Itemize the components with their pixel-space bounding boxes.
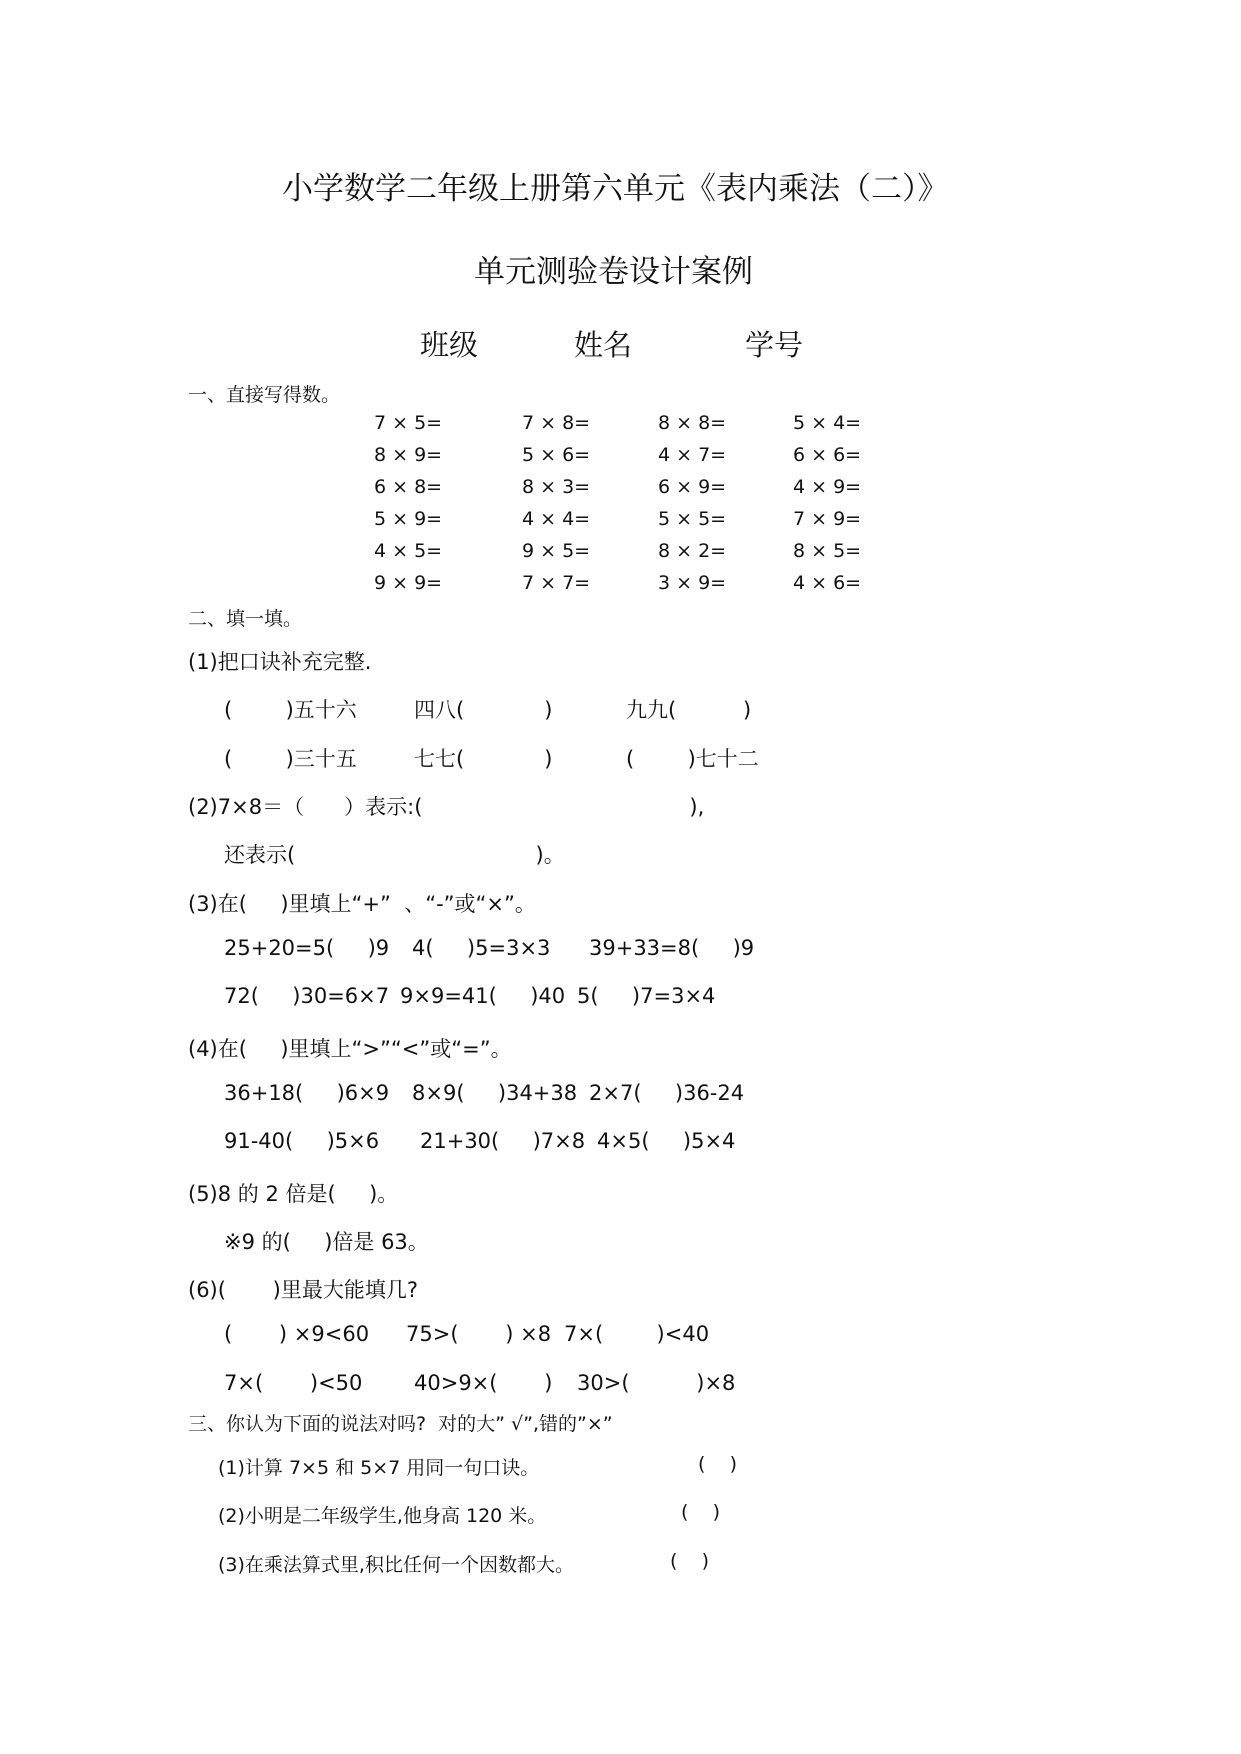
calc-item: 6 × 8= [374, 476, 443, 498]
calc-item: 7 × 9= [793, 508, 862, 530]
q3-prompt: (3)在( )里填上“+” 、“-”或“×”。 [188, 892, 536, 916]
calc-item: 5 × 9= [374, 508, 443, 530]
q4-item: 4×5( )5×4 [597, 1129, 736, 1153]
q6-item: 75>( ) ×8 [406, 1322, 552, 1346]
q1-item: 四八( ) [414, 698, 553, 722]
calc-item: 5 × 6= [522, 444, 591, 466]
judge-item: (2)小明是二年级学生,他身高 120 米。 [218, 1505, 547, 1527]
calc-item: 5 × 4= [793, 412, 862, 434]
student-number-label: 学号 [745, 328, 804, 362]
calc-item: 3 × 9= [658, 572, 727, 594]
q6-item: 30>( )×8 [577, 1371, 736, 1395]
q1-item: ( )七十二 [626, 747, 759, 771]
q4-item: 8×9( )34+38 [412, 1081, 578, 1105]
q4-item: 91-40( )5×6 [224, 1129, 380, 1153]
q3-item: 5( )7=3×4 [577, 984, 716, 1008]
q4-item: 21+30( )7×8 [420, 1129, 586, 1153]
q1-item: 九九( ) [626, 698, 752, 722]
calc-item: 6 × 9= [658, 476, 727, 498]
calc-item: 8 × 5= [793, 540, 862, 562]
q3-item: 9×9=41( )40 [400, 984, 566, 1008]
q1-item: ( )五十六 [224, 698, 357, 722]
class-label: 班级 [420, 328, 479, 362]
q3-item: 4( )5=3×3 [412, 936, 551, 960]
calc-item: 8 × 3= [522, 476, 591, 498]
judge-blank: ( ) [698, 1453, 737, 1475]
section-3-heading: 三、你认为下面的说法对吗? 对的大” √”,错的”×” [188, 1413, 613, 1435]
calc-item: 7 × 5= [374, 412, 443, 434]
q6-prompt: (6)( )里最大能填几? [188, 1278, 419, 1302]
calc-item: 8 × 8= [658, 412, 727, 434]
calc-item: 8 × 9= [374, 444, 443, 466]
judge-blank: ( ) [670, 1550, 709, 1572]
page-title: 小学数学二年级上册第六单元《表内乘法（二）》 [282, 171, 949, 207]
calc-item: 7 × 8= [522, 412, 591, 434]
name-label: 姓名 [574, 328, 633, 362]
calc-item: 4 × 6= [793, 572, 862, 594]
section-1-heading: 一、直接写得数。 [188, 384, 341, 406]
calc-item: 6 × 6= [793, 444, 862, 466]
q6-item: 7×( )<50 [224, 1371, 363, 1395]
q6-item: ( ) ×9<60 [224, 1322, 370, 1346]
section-2-heading: 二、填一填。 [188, 608, 303, 630]
q3-item: 39+33=8( )9 [589, 936, 755, 960]
q4-item: 2×7( )36-24 [589, 1081, 745, 1105]
calc-item: 7 × 7= [522, 572, 591, 594]
calc-item: 9 × 5= [522, 540, 591, 562]
judge-item: (3)在乘法算式里,积比任何一个因数都大。 [218, 1554, 574, 1576]
q5-line-1: (5)8 的 2 倍是( )。 [188, 1182, 399, 1206]
judge-item: (1)计算 7×5 和 5×7 用同一句口诀。 [218, 1457, 540, 1479]
q2-line-1: (2)7×8＝（ ）表示:( ), [188, 795, 705, 819]
calc-item: 4 × 4= [522, 508, 591, 530]
q1-prompt: (1)把口诀补充完整. [188, 650, 372, 674]
calc-item: 5 × 5= [658, 508, 727, 530]
page-subtitle: 单元测验卷设计案例 [474, 254, 753, 290]
q1-item: 七七( ) [414, 747, 553, 771]
judge-blank: ( ) [681, 1501, 720, 1523]
calc-item: 4 × 5= [374, 540, 443, 562]
calc-item: 4 × 7= [658, 444, 727, 466]
q3-item: 25+20=5( )9 [224, 936, 390, 960]
calc-item: 4 × 9= [793, 476, 862, 498]
q1-item: ( )三十五 [224, 747, 357, 771]
calc-item: 9 × 9= [374, 572, 443, 594]
q3-item: 72( )30=6×7 [224, 984, 390, 1008]
q4-prompt: (4)在( )里填上“>”“<”或“=”。 [188, 1037, 512, 1061]
q2-line-2: 还表示( )。 [224, 843, 565, 867]
q6-item: 7×( )<40 [564, 1322, 710, 1346]
q6-item: 40>9×( ) [414, 1371, 553, 1395]
q5-line-2: ※9 的( )倍是 63。 [224, 1230, 429, 1254]
q4-item: 36+18( )6×9 [224, 1081, 390, 1105]
calc-item: 8 × 2= [658, 540, 727, 562]
